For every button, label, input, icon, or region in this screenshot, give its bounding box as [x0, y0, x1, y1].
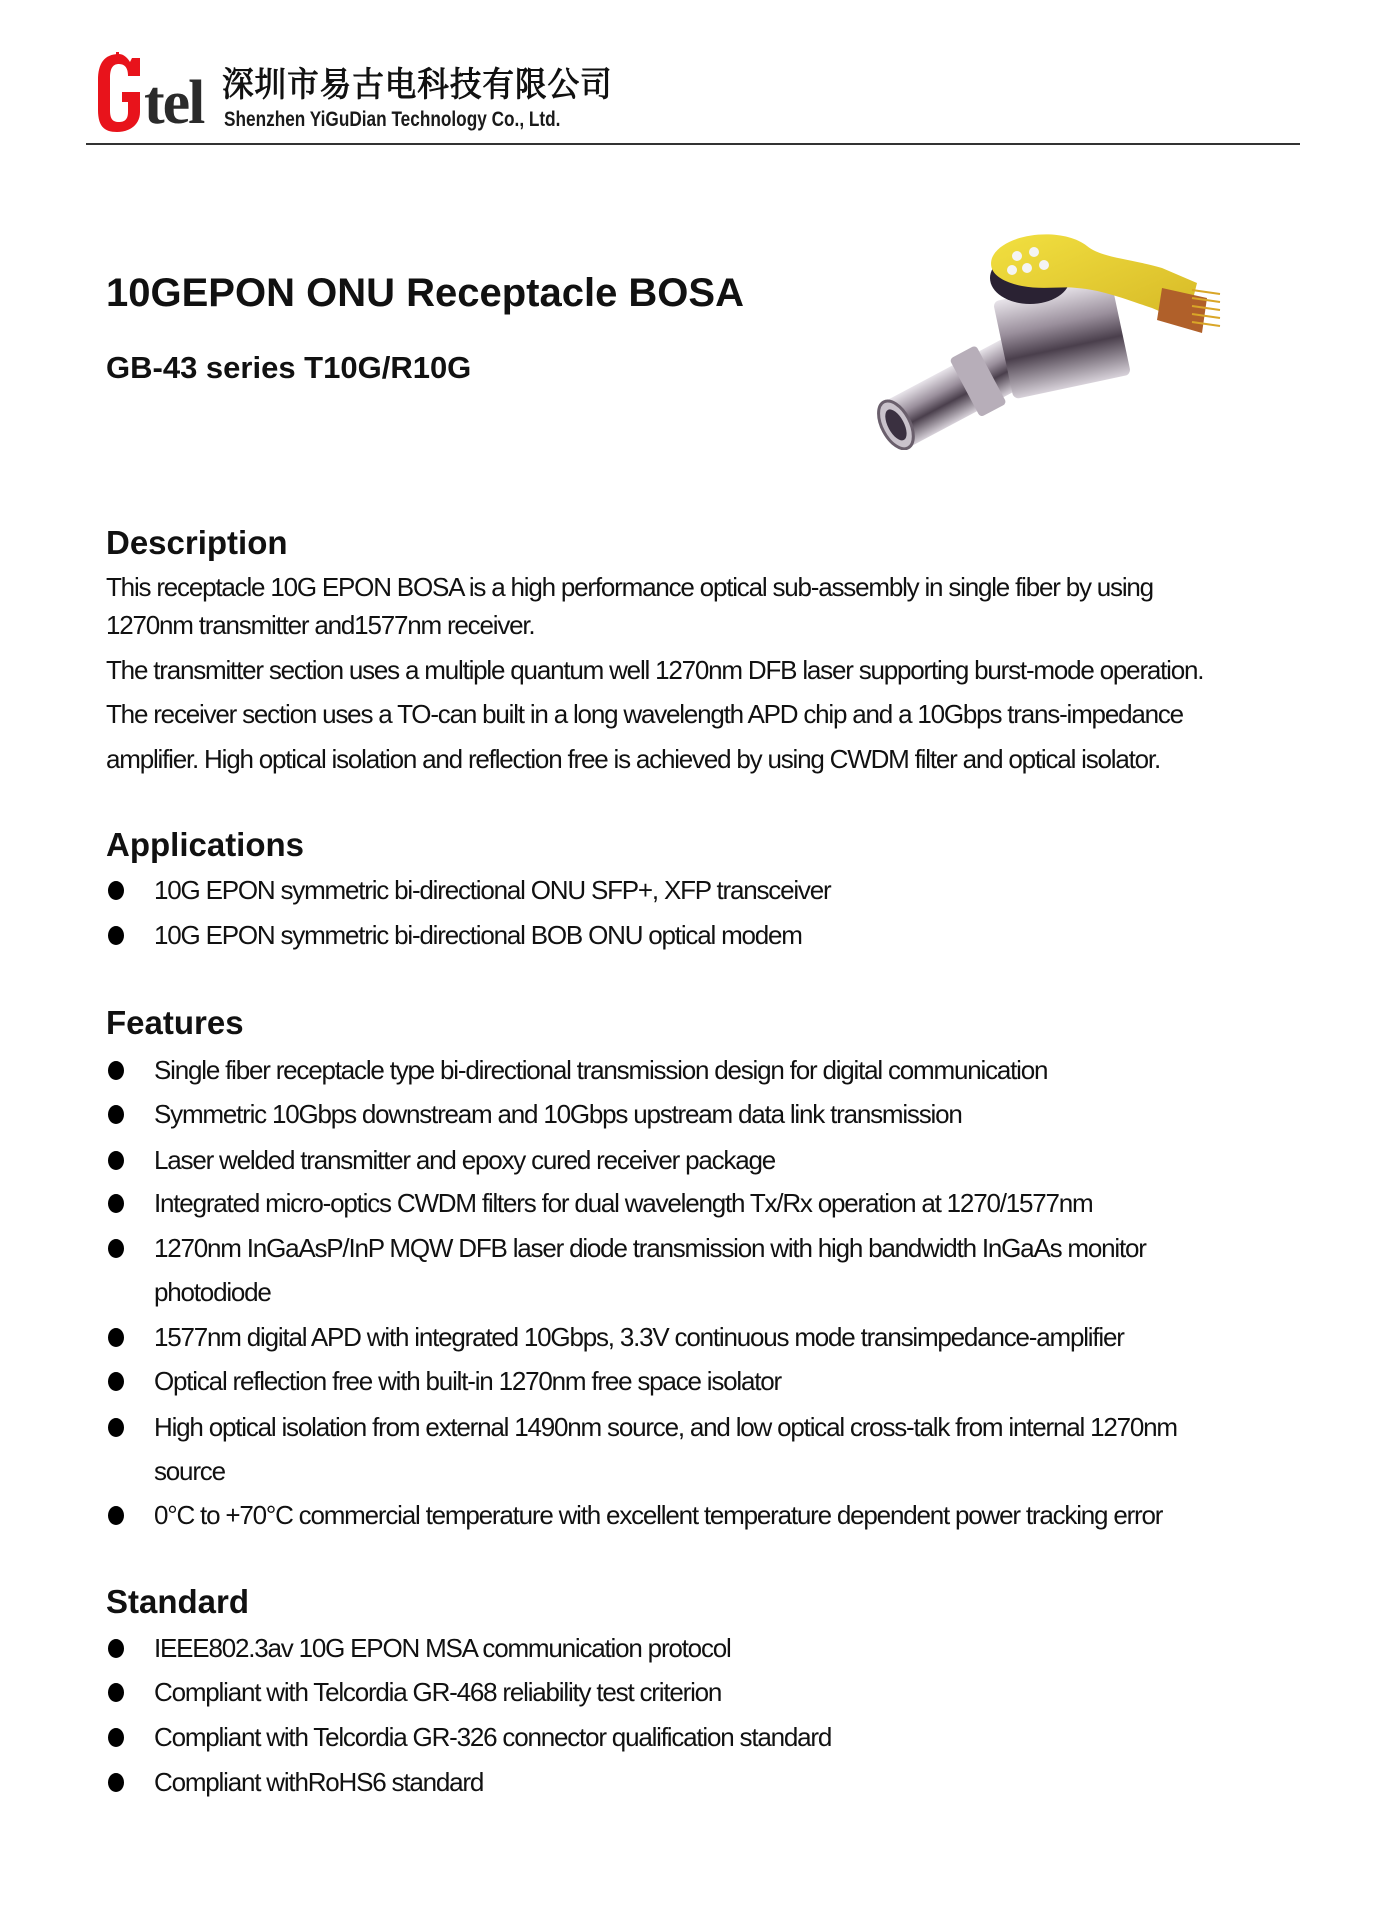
description-line: amplifier. High optical isolation and reflection free is achieved by using CWDM filter and optical isolator. — [106, 744, 1160, 774]
bullet-icon — [108, 1151, 124, 1170]
bullet-icon — [108, 1683, 124, 1702]
standard-item: Compliant with Telcordia GR-326 connector qualification standard — [154, 1722, 832, 1752]
features-heading: Features — [106, 1004, 244, 1041]
applications-heading: Applications — [106, 826, 305, 863]
bullet-icon — [108, 1418, 124, 1437]
company-name-english: Shenzhen YiGuDian Technology Co., Ltd. — [224, 108, 561, 131]
description-line: The receiver section uses a TO-can built in a long wavelength APD chip and a 10Gbps trans-impedance — [106, 699, 1183, 729]
bullet-icon — [108, 1105, 124, 1124]
header-divider — [86, 143, 1300, 145]
standard-item: Compliant with Telcordia GR-468 reliability test criterion — [154, 1677, 722, 1707]
feature-item: High optical isolation from external 1490nm source, and low optical cross-talk from internal 1270nm — [154, 1412, 1177, 1442]
feature-item: 1577nm digital APD with integrated 10Gbps, 3.3V continuous mode transimpedance-amplifier — [154, 1322, 1124, 1352]
bullet-icon — [108, 1239, 124, 1258]
document-title: 10GEPON ONU Receptacle BOSA — [106, 271, 744, 315]
document-subtitle: GB-43 series T10G/R10G — [106, 350, 472, 385]
application-item: 10G EPON symmetric bi-directional ONU SFP+, XFP transceiver — [154, 875, 831, 905]
standard-heading: Standard — [106, 1583, 250, 1620]
bullet-icon — [108, 1194, 124, 1213]
bullet-icon — [108, 1773, 124, 1792]
bullet-icon — [108, 1372, 124, 1391]
bullet-icon — [108, 1506, 124, 1525]
description-line: The transmitter section uses a multiple quantum well 1270nm DFB laser supporting burst-mode operation. — [106, 655, 1204, 685]
feature-item: Optical reflection free with built-in 1270nm free space isolator — [154, 1366, 781, 1396]
feature-item: Single fiber receptacle type bi-directional transmission design for digital communication — [154, 1055, 1048, 1085]
gtel-logo-text: tel — [144, 69, 204, 137]
bullet-icon — [108, 1061, 124, 1080]
standard-item: Compliant withRoHS6 standard — [154, 1767, 484, 1797]
feature-item: Symmetric 10Gbps downstream and 10Gbps upstream data link transmission — [154, 1099, 962, 1129]
bullet-icon — [108, 1728, 124, 1747]
bullet-icon — [108, 1328, 124, 1347]
bullet-icon — [108, 926, 124, 945]
feature-item-continuation: source — [154, 1456, 225, 1486]
product-photo-bosa-icon — [862, 228, 1240, 450]
bullet-icon — [108, 881, 124, 900]
description-line: 1270nm transmitter and1577nm receiver. — [106, 610, 535, 640]
description-line: This receptacle 10G EPON BOSA is a high performance optical sub-assembly in single fiber by using — [106, 572, 1153, 602]
feature-item: Laser welded transmitter and epoxy cured receiver package — [154, 1145, 775, 1175]
feature-item: 0°C to +70°C commercial temperature with excellent temperature dependent power tracking error — [154, 1500, 1163, 1530]
company-name-chinese: 深圳市易古电科技有限公司 — [222, 65, 613, 105]
description-heading: Description — [106, 524, 288, 561]
feature-item: 1270nm InGaAsP/InP MQW DFB laser diode transmission with high bandwidth InGaAs monitor — [154, 1233, 1146, 1263]
standard-item: IEEE802.3av 10G EPON MSA communication protocol — [154, 1633, 731, 1663]
feature-item: Integrated micro-optics CWDM filters for dual wavelength Tx/Rx operation at 1270/1577nm — [154, 1188, 1093, 1218]
gtel-logo-g-icon — [96, 52, 142, 134]
feature-item-continuation: photodiode — [154, 1277, 271, 1307]
bullet-icon — [108, 1639, 124, 1658]
application-item: 10G EPON symmetric bi-directional BOB ONU optical modem — [154, 920, 802, 950]
